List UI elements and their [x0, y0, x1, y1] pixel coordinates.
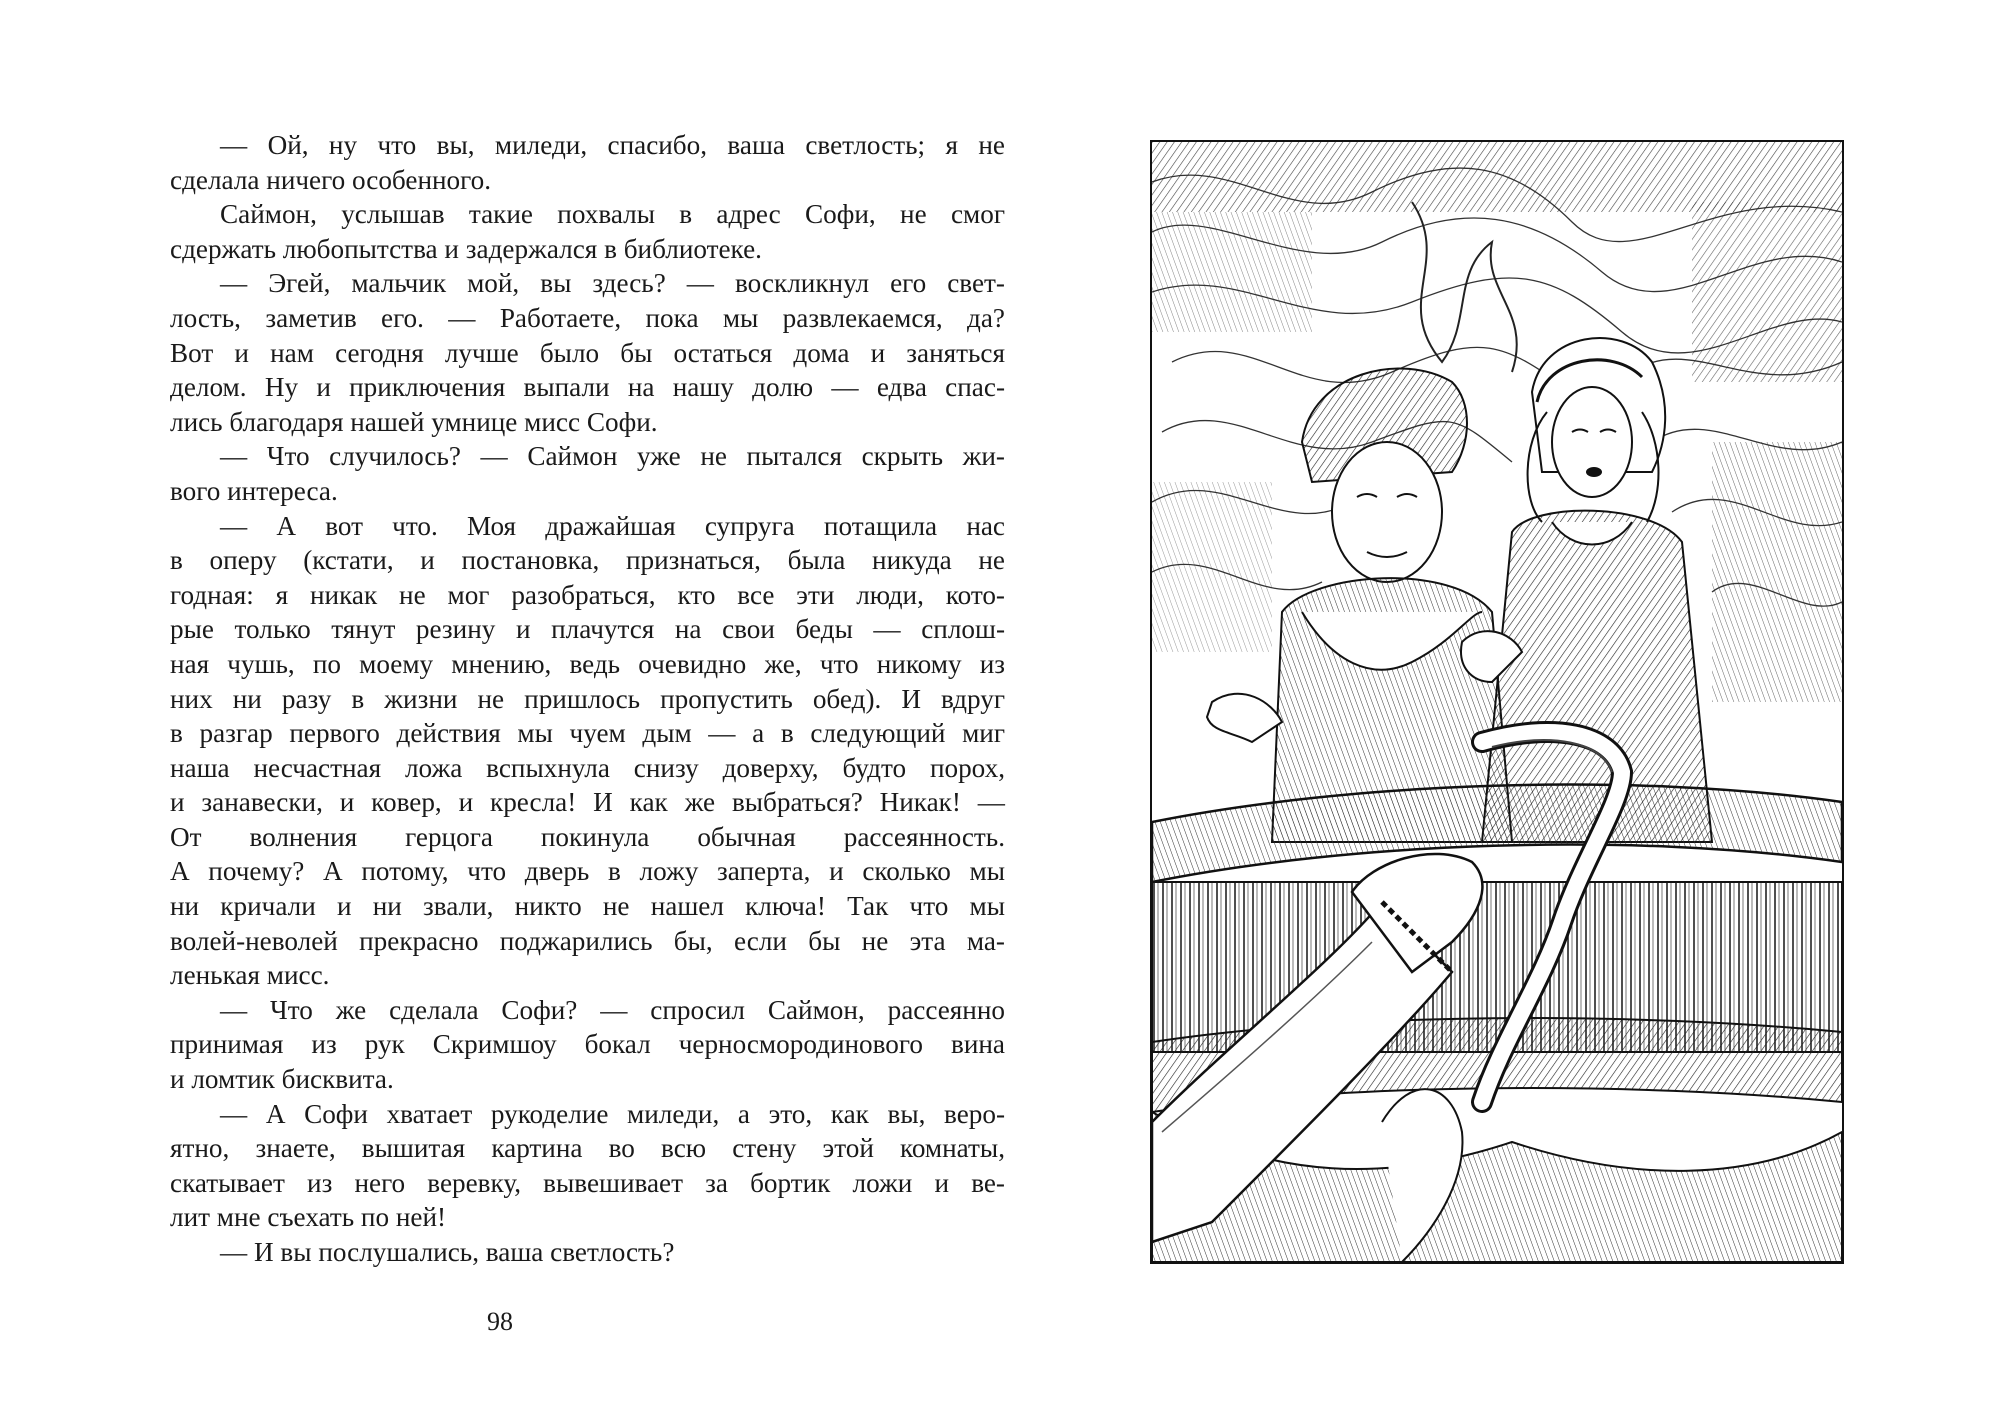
text-line: — А вот что. Моя дражайшая супруга потащила нас [220, 510, 1005, 541]
text-line: — Эгей, мальчик мой, вы здесь? — воскликнул его свет- [220, 268, 1005, 299]
text-line: ни кричали и ни звали, никто не нашел ключа! Так что мы [170, 891, 1005, 922]
text-line: и занавески, и ковер, и кресла! И как же выбраться? Никак! — [170, 787, 1005, 818]
text-line: От волнения герцога покинула обычная рассеянность. [170, 821, 1005, 852]
text-line: принимая из рук Скримшоу бокал черносмородинового вина [170, 1029, 1005, 1060]
text-line: сдержать любопытства и задержался в библиотеке. [170, 233, 762, 264]
text-line: — Ой, ну что вы, миледи, спасибо, ваша светлость; я не [220, 130, 1005, 160]
text-line: и ломтик бисквита. [170, 1064, 394, 1095]
text-line: волей-неволей прекрасно поджарились бы, если бы не эта ма- [170, 925, 1005, 956]
text-line: в разгар первого действия мы чуем дым — а в следующий миг [170, 718, 1005, 749]
ink-drawing [1152, 142, 1842, 1262]
text-line: ленькая мисс. [170, 960, 330, 991]
text-line: наша несчастная ложа вспыхнула снизу доверху, будто порох, [170, 752, 1005, 783]
text-line: лись благодаря нашей умнице мисс Софи. [170, 406, 658, 437]
text-line: Вот и нам сегодня лучше было бы остаться дома и заняться [170, 337, 1005, 368]
text-line: них ни разу в жизни не пришлось пропустить обед). И вдруг [170, 683, 1005, 714]
text-line: Саймон, услышав такие похвалы в адрес Софи, не смог [220, 199, 1005, 230]
text-line: лость, заметив его. — Работаете, пока мы развлекаемся, да? [170, 302, 1005, 333]
text-line: сделала ничего особенного. [170, 164, 492, 195]
left-page-text [170, 128, 1005, 1270]
text-line: А почему? А потому, что дверь в ложу заперта, и сколько мы [170, 856, 1005, 887]
text-line: делом. Ну и приключения выпали на нашу долю — едва спас- [170, 372, 1005, 403]
young-girl-figure [1461, 338, 1712, 842]
text-line: лит мне съехать по ней! [170, 1202, 447, 1233]
text-line: — Что случилось? — Саймон уже не пытался скрыть жи- [220, 441, 1005, 472]
text-line: годная: я никак не мог разобраться, кто все эти люди, кото- [170, 579, 1005, 610]
text-line: вого интереса. [170, 475, 338, 506]
text-line: ная чушь, по моему мнению, ведь очевидно же, что никому из [170, 648, 1005, 679]
text-line: — А Софи хватает рукоделие миледи, а это, как вы, веро- [220, 1098, 1005, 1129]
text-line: рые только тянут резину и плачутся на свои беды — сплош- [170, 614, 1005, 645]
text-line: — И вы послушались, ваша светлость? [220, 1237, 675, 1267]
text-line: — Что же сделала Софи? — спросил Саймон, рассеянно [220, 994, 1005, 1025]
balcony-railing [1152, 785, 1842, 1262]
text-line: в оперу (кстати, и постановка, признаться, была никуда не [170, 545, 1005, 576]
illustration [1150, 140, 1844, 1264]
text-line: ятно, знаете, вышитая картина во всю стену этой комнаты, [170, 1133, 1005, 1164]
text-line: скатывает из него веревку, вывешивает за бортик ложи и ве- [170, 1167, 1005, 1198]
page-number: 98 [487, 1307, 513, 1336]
